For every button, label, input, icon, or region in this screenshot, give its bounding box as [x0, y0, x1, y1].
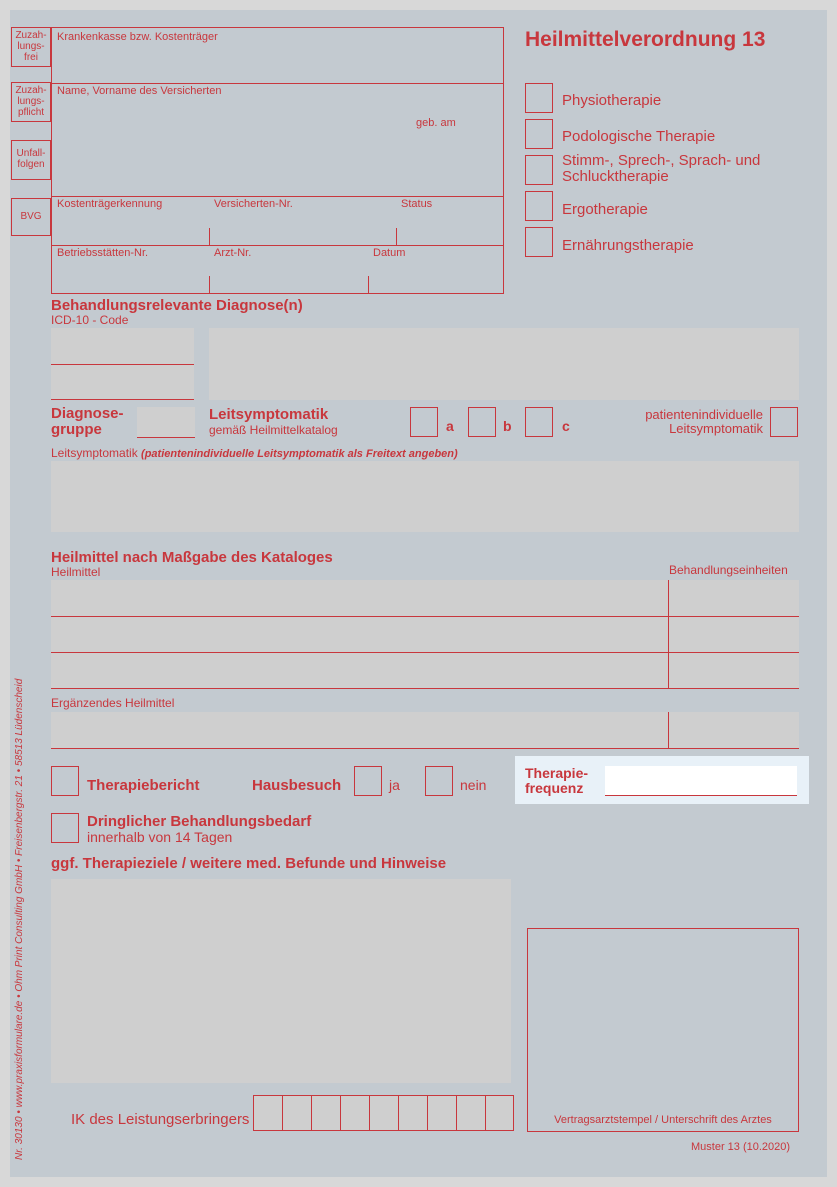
hausbesuch-label: Hausbesuch	[252, 777, 342, 794]
diagnosegruppe-label-line1: Diagnose-	[51, 405, 124, 422]
zuzahlungspflicht-label: Zuzah-lungs-pflicht	[15, 85, 47, 118]
dringlich-sub-label: innerhalb von 14 Tagen	[87, 829, 233, 845]
zuzahlungspflicht-box[interactable]	[11, 82, 51, 122]
additional-label: Ergänzendes Heilmittel	[51, 696, 175, 710]
heilmittel-table[interactable]	[51, 580, 799, 688]
ernaehrung-label: Ernährungstherapie	[562, 237, 694, 254]
therapiefrequenz-input[interactable]	[605, 766, 797, 796]
diagnosis-heading: Behandlungsrelevante Diagnose(n)	[51, 297, 303, 314]
ja-label: ja	[389, 777, 400, 793]
therapiefrequenz-label-line2: frequenz	[525, 780, 584, 796]
ik-digit-cell[interactable]	[398, 1095, 427, 1131]
zuzahlungsfrei-box[interactable]	[11, 27, 51, 67]
diagnosegruppe-label	[51, 406, 124, 438]
divider	[51, 245, 504, 246]
freitext-field[interactable]	[51, 461, 799, 532]
zuzahlungsfrei-label: Zuzah-lungs-frei	[15, 30, 47, 63]
unfallfolgen-label: Unfall-folgen	[16, 148, 46, 170]
divider	[51, 196, 504, 197]
patient-indiv-checkbox[interactable]	[770, 407, 798, 437]
stimm-sprech-label-line2: Schlucktherapie	[562, 168, 669, 185]
stimm-sprech-checkbox[interactable]	[525, 155, 553, 185]
table-row-divider	[51, 688, 799, 689]
printer-note: Nr. 30130 • www.praxisformulare.de • Ohm Print Consulting GmbH • Freisenbergstr. 21 • 58513 Lüdenscheid	[14, 678, 25, 1160]
datum-label: Datum	[373, 247, 406, 259]
name-label: Name, Vorname des Versicherten	[57, 85, 222, 97]
ik-label: IK des Leistungserbringers	[71, 1111, 250, 1128]
birth-label: geb. am	[416, 117, 456, 129]
therapiebericht-label: Therapiebericht	[87, 777, 200, 794]
freitext-label	[51, 446, 458, 460]
ernaehrung-checkbox[interactable]	[525, 227, 553, 257]
option-c-label: c	[562, 418, 570, 434]
diagnosegruppe-label-line2: gruppe	[51, 421, 102, 438]
therapiebericht-checkbox[interactable]	[51, 766, 79, 796]
therapiefrequenz-label-line1: Therapie-	[525, 765, 589, 781]
ik-digit-cell[interactable]	[282, 1095, 311, 1131]
leitsymptomatik-a-checkbox[interactable]	[410, 407, 438, 437]
ik-digit-cell[interactable]	[427, 1095, 456, 1131]
bvg-box[interactable]	[11, 198, 51, 236]
leitsymptomatik-c-checkbox[interactable]	[525, 407, 553, 437]
stimm-sprech-label	[562, 153, 760, 185]
remedies-heading: Heilmittel nach Maßgabe des Kataloges	[51, 549, 333, 566]
ik-digit-cell[interactable]	[485, 1095, 514, 1131]
leitsymptomatik-sub: gemäß Heilmittelkatalog	[209, 423, 338, 437]
freitext-label-text: Leitsymptomatik	[51, 446, 138, 460]
bvg-label: BVG	[20, 211, 42, 222]
prescription-form	[10, 10, 827, 1177]
stamp-box	[527, 928, 799, 1132]
divider	[209, 228, 210, 245]
form-number: Muster 13 (10.2020)	[691, 1141, 791, 1153]
patient-indiv-label-line2: Leitsymptomatik	[669, 421, 763, 436]
table-row-divider	[51, 652, 799, 653]
betriebsstaetten-label: Betriebsstätten-Nr.	[57, 247, 149, 259]
divider	[396, 228, 397, 245]
stamp-label: Vertragsarztstempel / Unterschrift des Arztes	[554, 1114, 772, 1126]
dringlich-label: Dringlicher Behandlungsbedarf	[87, 813, 312, 830]
icd-label: ICD-10 - Code	[51, 313, 129, 327]
form-title: Heilmittelverordnung 13	[525, 28, 766, 51]
versicherten-nr-label: Versicherten-Nr.	[214, 198, 293, 210]
unfallfolgen-box[interactable]	[11, 140, 51, 180]
hausbesuch-ja-checkbox[interactable]	[354, 766, 382, 796]
goals-heading: ggf. Therapieziele / weitere med. Befunde und Hinweise	[51, 855, 447, 872]
table-column-divider	[668, 580, 669, 688]
option-b-label: b	[503, 418, 512, 434]
patient-indiv-label	[614, 408, 763, 436]
podologie-checkbox[interactable]	[525, 119, 553, 149]
podologie-label: Podologische Therapie	[562, 128, 716, 145]
krankenkasse-label: Krankenkasse bzw. Kostenträger	[57, 31, 218, 43]
kostentraeger-label: Kostenträgerkennung	[57, 198, 163, 210]
physiotherapie-checkbox[interactable]	[525, 83, 553, 113]
freitext-hint: (patientenindividuelle Leitsymptomatik als Freitext angeben)	[141, 448, 458, 460]
ik-digit-cell[interactable]	[253, 1095, 282, 1131]
nein-label: nein	[460, 777, 487, 793]
divider	[368, 276, 369, 294]
option-a-label: a	[446, 418, 454, 434]
divider	[51, 364, 194, 365]
table-column-divider	[668, 712, 669, 749]
table-row-divider	[51, 616, 799, 617]
dringlich-checkbox[interactable]	[51, 813, 79, 843]
ik-digit-cell[interactable]	[311, 1095, 340, 1131]
units-column-label: Behandlungseinheiten	[669, 563, 788, 577]
divider	[51, 399, 194, 400]
leitsymptomatik-label: Leitsymptomatik	[209, 406, 329, 423]
goals-field[interactable]	[51, 879, 511, 1083]
ergotherapie-checkbox[interactable]	[525, 191, 553, 221]
ik-digit-cell[interactable]	[456, 1095, 485, 1131]
therapiefrequenz-label	[525, 766, 588, 796]
divider	[51, 83, 504, 84]
ik-digit-cell[interactable]	[340, 1095, 369, 1131]
status-label: Status	[401, 198, 433, 210]
ergotherapie-label: Ergotherapie	[562, 201, 648, 218]
arzt-nr-label: Arzt-Nr.	[214, 247, 252, 259]
stimm-sprech-label-line1: Stimm-, Sprech-, Sprach- und	[562, 152, 761, 169]
ik-digit-cell[interactable]	[369, 1095, 398, 1131]
physiotherapie-label: Physiotherapie	[562, 92, 662, 109]
leitsymptomatik-b-checkbox[interactable]	[468, 407, 496, 437]
diagnosis-text-field[interactable]	[209, 328, 799, 400]
divider	[209, 276, 210, 294]
additional-heilmittel-field[interactable]	[51, 712, 799, 749]
heilmittel-column-label: Heilmittel	[51, 565, 101, 579]
hausbesuch-nein-checkbox[interactable]	[425, 766, 453, 796]
patient-indiv-label-line1: patientenindividuelle	[645, 407, 763, 422]
diagnosegruppe-field[interactable]	[137, 407, 195, 438]
